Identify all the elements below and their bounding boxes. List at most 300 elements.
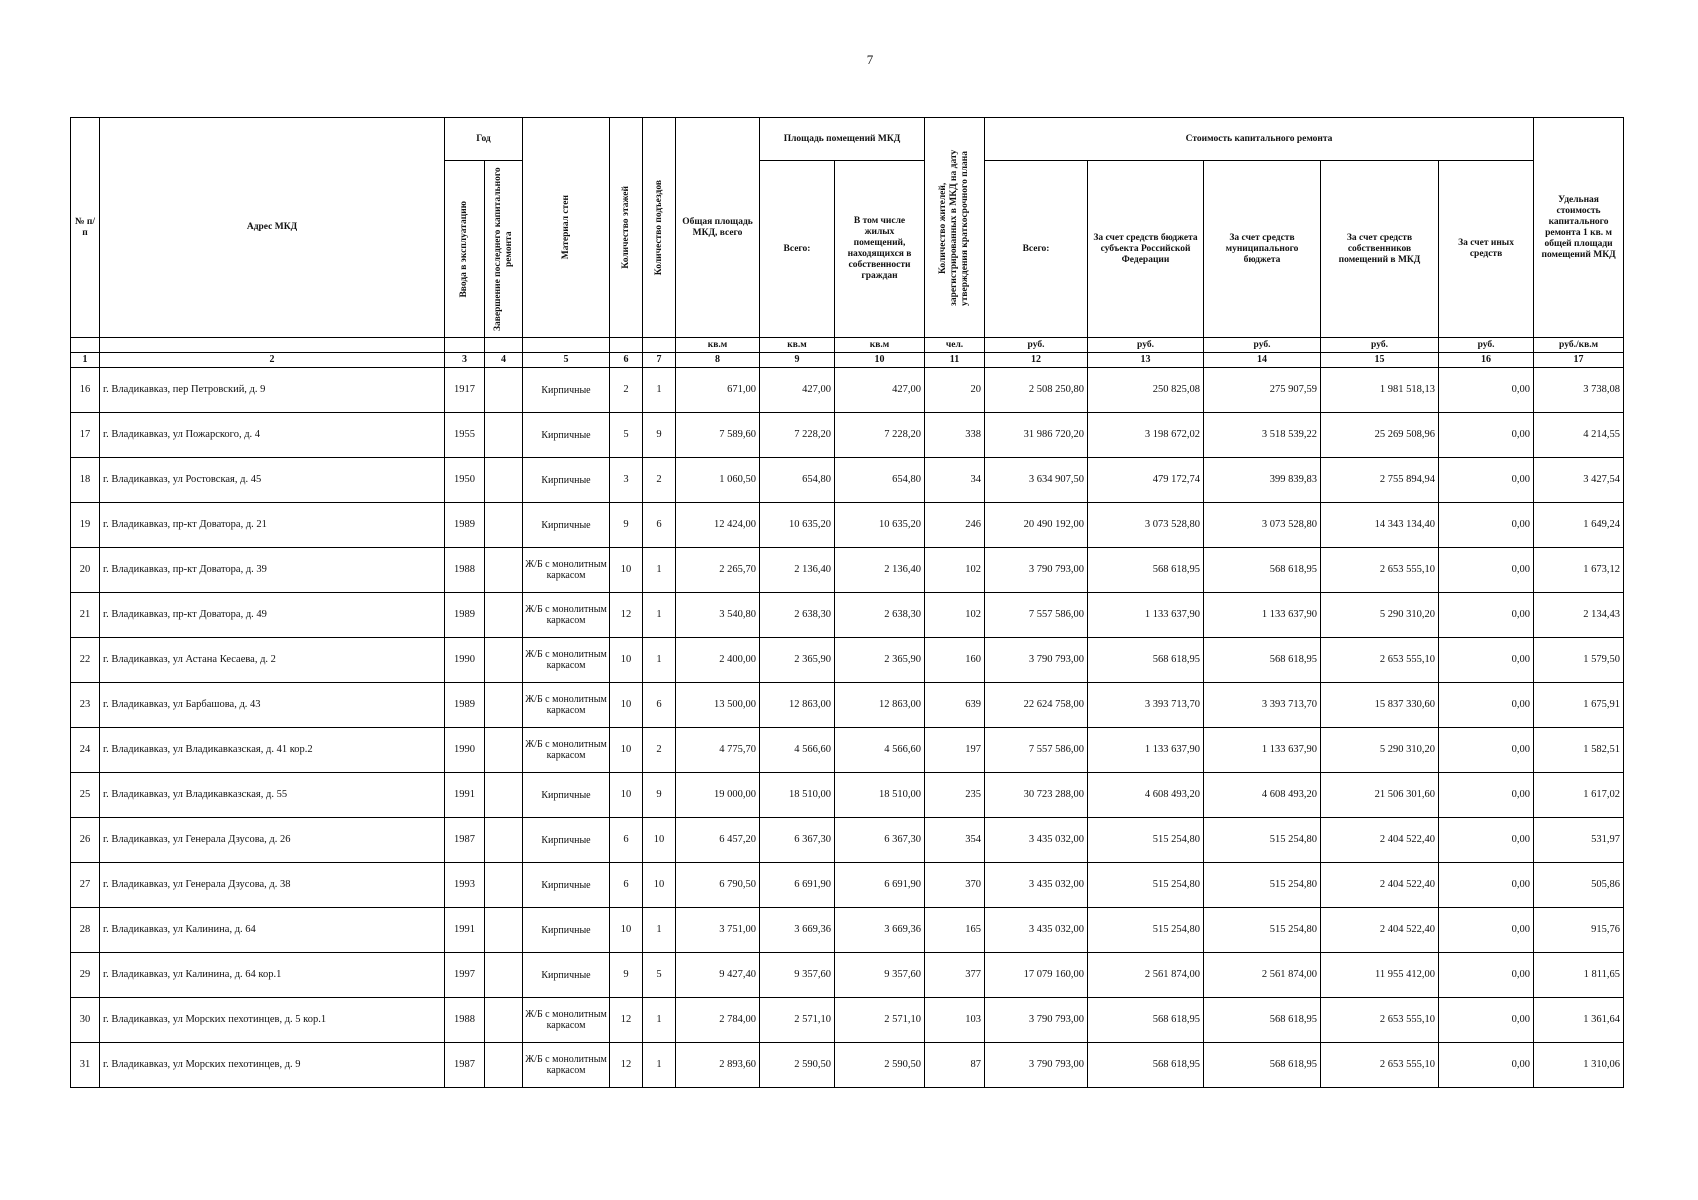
floors-cell: 10: [610, 728, 643, 773]
cost-municipal-cell: 4 608 493,20: [1204, 773, 1321, 818]
cost-owners-cell: 2 404 522,40: [1321, 818, 1439, 863]
cost-region-cell: 515 254,80: [1088, 863, 1204, 908]
cost-owners-cell: 1 981 518,13: [1321, 368, 1439, 413]
cost-total-cell: 30 723 288,00: [985, 773, 1088, 818]
commission-year-cell: 1997: [445, 953, 485, 998]
total-area-cell: 2 400,00: [676, 638, 760, 683]
column-number: 13: [1088, 353, 1204, 368]
header-entrances: Количество подъездов: [643, 118, 676, 338]
area-private-cell: 3 669,36: [835, 908, 925, 953]
wall-material-cell: Ж/Б с монолитным каркасом: [523, 998, 610, 1043]
cost-owners-cell: 2 755 894,94: [1321, 458, 1439, 503]
cost-municipal-cell: 568 618,95: [1204, 638, 1321, 683]
entrances-cell: 6: [643, 503, 676, 548]
header-area-private: В том числе жилых помещений, находящихся в собственности граждан: [835, 161, 925, 338]
area-private-cell: 6 691,90: [835, 863, 925, 908]
column-number: 6: [610, 353, 643, 368]
floors-cell: 3: [610, 458, 643, 503]
column-number: 2: [100, 353, 445, 368]
area-private-cell: 2 638,30: [835, 593, 925, 638]
table-row: [71, 953, 1624, 998]
unit-cost-cell: 915,76: [1534, 908, 1624, 953]
entrances-cell: 10: [643, 863, 676, 908]
area-total-cell: 4 566,60: [760, 728, 835, 773]
header-cost-total: Всего:: [985, 161, 1088, 338]
unit-unit-cost: руб./кв.м: [1534, 338, 1624, 353]
last-repair-cell: [485, 998, 523, 1043]
residents-cell: 87: [925, 1043, 985, 1088]
cost-other-cell: 0,00: [1439, 458, 1534, 503]
entrances-cell: 1: [643, 908, 676, 953]
cost-region-cell: 1 133 637,90: [1088, 593, 1204, 638]
entrances-cell: 1: [643, 638, 676, 683]
wall-material-cell: Ж/Б с монолитным каркасом: [523, 548, 610, 593]
header-unit-cost: Удельная стоимость капитального ремонта 1 кв. м общей площади помещений МКД: [1534, 118, 1624, 338]
residents-cell: 338: [925, 413, 985, 458]
commission-year-cell: 1990: [445, 638, 485, 683]
address-cell: г. Владикавказ, ул Генерала Дзусова, д. 26: [100, 818, 445, 863]
column-number: 16: [1439, 353, 1534, 368]
address-cell: г. Владикавказ, ул Астана Кесаева, д. 2: [100, 638, 445, 683]
cost-region-cell: 3 198 672,02: [1088, 413, 1204, 458]
residents-cell: 160: [925, 638, 985, 683]
total-area-cell: 2 265,70: [676, 548, 760, 593]
commission-year-cell: 1993: [445, 863, 485, 908]
cost-total-cell: 3 435 032,00: [985, 818, 1088, 863]
unit-cost-cell: 2 134,43: [1534, 593, 1624, 638]
table-row: [71, 413, 1624, 458]
floors-cell: 10: [610, 638, 643, 683]
cost-owners-cell: 5 290 310,20: [1321, 593, 1439, 638]
cost-other-cell: 0,00: [1439, 413, 1534, 458]
floors-cell: 9: [610, 953, 643, 998]
cost-other-cell: 0,00: [1439, 953, 1534, 998]
wall-material-cell: Кирпичные: [523, 458, 610, 503]
area-total-cell: 2 590,50: [760, 1043, 835, 1088]
commission-year-cell: 1988: [445, 998, 485, 1043]
cost-other-cell: 0,00: [1439, 863, 1534, 908]
last-repair-cell: [485, 683, 523, 728]
wall-material-cell: Ж/Б с монолитным каркасом: [523, 638, 610, 683]
floors-cell: 10: [610, 908, 643, 953]
commission-year-cell: 1950: [445, 458, 485, 503]
unit-cost-cell: 1 361,64: [1534, 998, 1624, 1043]
column-number: 1: [71, 353, 100, 368]
commission-year-cell: 1987: [445, 818, 485, 863]
cost-other-cell: 0,00: [1439, 503, 1534, 548]
unit-cost-cell: 1 811,65: [1534, 953, 1624, 998]
total-area-cell: 2 784,00: [676, 998, 760, 1043]
row-number: 16: [71, 368, 100, 413]
floors-cell: 6: [610, 863, 643, 908]
row-number: 26: [71, 818, 100, 863]
address-cell: г. Владикавказ, ул Владикавказская, д. 55: [100, 773, 445, 818]
column-number: 7: [643, 353, 676, 368]
cost-other-cell: 0,00: [1439, 1043, 1534, 1088]
last-repair-cell: [485, 728, 523, 773]
residents-cell: 246: [925, 503, 985, 548]
entrances-cell: 9: [643, 773, 676, 818]
cost-total-cell: 17 079 160,00: [985, 953, 1088, 998]
entrances-cell: 1: [643, 593, 676, 638]
cost-owners-cell: 5 290 310,20: [1321, 728, 1439, 773]
wall-material-cell: Кирпичные: [523, 953, 610, 998]
commission-year-cell: 1989: [445, 503, 485, 548]
table-row: [71, 863, 1624, 908]
unit-cost-cell: 4 214,55: [1534, 413, 1624, 458]
cost-other-cell: 0,00: [1439, 683, 1534, 728]
entrances-cell: 1: [643, 1043, 676, 1088]
last-repair-cell: [485, 368, 523, 413]
wall-material-cell: Кирпичные: [523, 863, 610, 908]
cost-total-cell: 7 557 586,00: [985, 593, 1088, 638]
cost-owners-cell: 2 404 522,40: [1321, 908, 1439, 953]
cost-municipal-cell: 275 907,59: [1204, 368, 1321, 413]
row-number: 24: [71, 728, 100, 773]
unit-cost-municipal: руб.: [1204, 338, 1321, 353]
floors-cell: 10: [610, 548, 643, 593]
cost-owners-cell: 14 343 134,40: [1321, 503, 1439, 548]
header-cost-other: За счет иных средств: [1439, 161, 1534, 338]
unit-cost-cell: 1 649,24: [1534, 503, 1624, 548]
last-repair-cell: [485, 638, 523, 683]
address-cell: г. Владикавказ, ул Генерала Дзусова, д. 38: [100, 863, 445, 908]
table-row: [71, 818, 1624, 863]
area-private-cell: 2 590,50: [835, 1043, 925, 1088]
area-total-cell: 12 863,00: [760, 683, 835, 728]
area-total-cell: 18 510,00: [760, 773, 835, 818]
total-area-cell: 13 500,00: [676, 683, 760, 728]
unit-residents: чел.: [925, 338, 985, 353]
cost-owners-cell: 2 653 555,10: [1321, 998, 1439, 1043]
page-number: 7: [866, 52, 874, 67]
last-repair-cell: [485, 413, 523, 458]
area-private-cell: 9 357,60: [835, 953, 925, 998]
cost-owners-cell: 2 653 555,10: [1321, 1043, 1439, 1088]
total-area-cell: 6 790,50: [676, 863, 760, 908]
area-total-cell: 2 571,10: [760, 998, 835, 1043]
cost-other-cell: 0,00: [1439, 728, 1534, 773]
entrances-cell: 2: [643, 458, 676, 503]
cost-total-cell: 3 435 032,00: [985, 908, 1088, 953]
address-cell: г. Владикавказ, ул Морских пехотинцев, д. 9: [100, 1043, 445, 1088]
total-area-cell: 3 751,00: [676, 908, 760, 953]
cost-municipal-cell: 515 254,80: [1204, 818, 1321, 863]
unit-area-total: кв.м: [760, 338, 835, 353]
commission-year-cell: 1917: [445, 368, 485, 413]
last-repair-cell: [485, 953, 523, 998]
cost-municipal-cell: 3 393 713,70: [1204, 683, 1321, 728]
unit-cost-cell: 505,86: [1534, 863, 1624, 908]
row-number: 17: [71, 413, 100, 458]
last-repair-cell: [485, 773, 523, 818]
unit-cost-cell: 1 582,51: [1534, 728, 1624, 773]
cost-other-cell: 0,00: [1439, 908, 1534, 953]
table-row: [71, 503, 1624, 548]
commission-year-cell: 1988: [445, 548, 485, 593]
address-cell: г. Владикавказ, ул Калинина, д. 64: [100, 908, 445, 953]
header-floors: Количество этажей: [610, 118, 643, 338]
address-cell: г. Владикавказ, ул Владикавказская, д. 41 кор.2: [100, 728, 445, 773]
area-private-cell: 4 566,60: [835, 728, 925, 773]
floors-cell: 10: [610, 683, 643, 728]
commission-year-cell: 1991: [445, 908, 485, 953]
row-number: 27: [71, 863, 100, 908]
area-private-cell: 654,80: [835, 458, 925, 503]
area-private-cell: 18 510,00: [835, 773, 925, 818]
last-repair-cell: [485, 593, 523, 638]
column-number: 9: [760, 353, 835, 368]
residents-cell: 165: [925, 908, 985, 953]
entrances-cell: 10: [643, 818, 676, 863]
cost-total-cell: 3 435 032,00: [985, 863, 1088, 908]
floors-cell: 2: [610, 368, 643, 413]
table-row: [71, 728, 1624, 773]
cost-municipal-cell: 568 618,95: [1204, 1043, 1321, 1088]
area-private-cell: 2 571,10: [835, 998, 925, 1043]
column-number: 11: [925, 353, 985, 368]
cost-owners-cell: 2 404 522,40: [1321, 863, 1439, 908]
header-cost-region: За счет средств бюджета субъекта Российской Федерации: [1088, 161, 1204, 338]
header-cost-group: Стоимость капитального ремонта: [985, 118, 1534, 161]
table-row: [71, 998, 1624, 1043]
entrances-cell: 6: [643, 683, 676, 728]
cost-region-cell: 1 133 637,90: [1088, 728, 1204, 773]
cost-region-cell: 2 561 874,00: [1088, 953, 1204, 998]
cost-owners-cell: 21 506 301,60: [1321, 773, 1439, 818]
cost-other-cell: 0,00: [1439, 638, 1534, 683]
cost-other-cell: 0,00: [1439, 998, 1534, 1043]
table-row: [71, 683, 1624, 728]
unit-cost-cell: 3 738,08: [1534, 368, 1624, 413]
total-area-cell: 7 589,60: [676, 413, 760, 458]
wall-material-cell: Кирпичные: [523, 818, 610, 863]
total-area-cell: 19 000,00: [676, 773, 760, 818]
cost-municipal-cell: 515 254,80: [1204, 863, 1321, 908]
cost-total-cell: 20 490 192,00: [985, 503, 1088, 548]
entrances-cell: 9: [643, 413, 676, 458]
row-number: 28: [71, 908, 100, 953]
unit-cost-cell: 3 427,54: [1534, 458, 1624, 503]
cost-owners-cell: 15 837 330,60: [1321, 683, 1439, 728]
table-row: [71, 458, 1624, 503]
wall-material-cell: Кирпичные: [523, 413, 610, 458]
area-private-cell: 10 635,20: [835, 503, 925, 548]
last-repair-cell: [485, 548, 523, 593]
cost-total-cell: 3 790 793,00: [985, 998, 1088, 1043]
units-row: [71, 338, 1624, 353]
table-row: [71, 593, 1624, 638]
header-year-commission: Ввода в эксплуатацию: [445, 161, 485, 338]
commission-year-cell: 1991: [445, 773, 485, 818]
cost-region-cell: 515 254,80: [1088, 908, 1204, 953]
column-number: 4: [485, 353, 523, 368]
address-cell: г. Владикавказ, пр-кт Доватора, д. 49: [100, 593, 445, 638]
entrances-cell: 2: [643, 728, 676, 773]
column-number: 3: [445, 353, 485, 368]
cost-total-cell: 3 790 793,00: [985, 1043, 1088, 1088]
cost-region-cell: 250 825,08: [1088, 368, 1204, 413]
residents-cell: 377: [925, 953, 985, 998]
address-cell: г. Владикавказ, пр-кт Доватора, д. 21: [100, 503, 445, 548]
cost-municipal-cell: 3 073 528,80: [1204, 503, 1321, 548]
floors-cell: 5: [610, 413, 643, 458]
area-total-cell: 10 635,20: [760, 503, 835, 548]
residents-cell: 103: [925, 998, 985, 1043]
cost-total-cell: 2 508 250,80: [985, 368, 1088, 413]
row-number: 30: [71, 998, 100, 1043]
column-number: 14: [1204, 353, 1321, 368]
area-total-cell: 3 669,36: [760, 908, 835, 953]
row-number: 21: [71, 593, 100, 638]
wall-material-cell: Ж/Б с монолитным каркасом: [523, 683, 610, 728]
last-repair-cell: [485, 458, 523, 503]
address-cell: г. Владикавказ, ул Пожарского, д. 4: [100, 413, 445, 458]
area-total-cell: 2 638,30: [760, 593, 835, 638]
column-number: 8: [676, 353, 760, 368]
wall-material-cell: Ж/Б с монолитным каркасом: [523, 1043, 610, 1088]
cost-region-cell: 568 618,95: [1088, 638, 1204, 683]
header-residents: Количество жителей, зарегистрированных в МКД на дату утверждения краткосрочного плана: [925, 118, 985, 338]
entrances-cell: 1: [643, 368, 676, 413]
column-numbers-row: [71, 353, 1624, 368]
cost-municipal-cell: 568 618,95: [1204, 548, 1321, 593]
address-cell: г. Владикавказ, ул Ростовская, д. 45: [100, 458, 445, 503]
cost-other-cell: 0,00: [1439, 818, 1534, 863]
floors-cell: 12: [610, 998, 643, 1043]
table-row: [71, 908, 1624, 953]
cost-municipal-cell: 568 618,95: [1204, 998, 1321, 1043]
wall-material-cell: Кирпичные: [523, 773, 610, 818]
area-total-cell: 427,00: [760, 368, 835, 413]
floors-cell: 10: [610, 773, 643, 818]
total-area-cell: 2 893,60: [676, 1043, 760, 1088]
table-row: [71, 548, 1624, 593]
total-area-cell: 4 775,70: [676, 728, 760, 773]
residents-cell: 354: [925, 818, 985, 863]
unit-cost-cell: 531,97: [1534, 818, 1624, 863]
total-area-cell: 9 427,40: [676, 953, 760, 998]
cost-total-cell: 31 986 720,20: [985, 413, 1088, 458]
cost-total-cell: 3 634 907,50: [985, 458, 1088, 503]
row-number: 18: [71, 458, 100, 503]
column-number: 17: [1534, 353, 1624, 368]
residents-cell: 34: [925, 458, 985, 503]
address-cell: г. Владикавказ, ул Калинина, д. 64 кор.1: [100, 953, 445, 998]
commission-year-cell: 1955: [445, 413, 485, 458]
unit-cost-cell: 1 310,06: [1534, 1043, 1624, 1088]
header-address: Адрес МКД: [100, 118, 445, 338]
cost-owners-cell: 2 653 555,10: [1321, 638, 1439, 683]
residents-cell: 20: [925, 368, 985, 413]
header-year-group: Год: [445, 118, 523, 161]
residents-cell: 370: [925, 863, 985, 908]
commission-year-cell: 1990: [445, 728, 485, 773]
area-private-cell: 2 136,40: [835, 548, 925, 593]
cost-total-cell: 3 790 793,00: [985, 548, 1088, 593]
table-row: [71, 638, 1624, 683]
area-total-cell: 9 357,60: [760, 953, 835, 998]
entrances-cell: 5: [643, 953, 676, 998]
area-private-cell: 6 367,30: [835, 818, 925, 863]
row-number: 23: [71, 683, 100, 728]
address-cell: г. Владикавказ, ул Морских пехотинцев, д. 5 кор.1: [100, 998, 445, 1043]
area-total-cell: 7 228,20: [760, 413, 835, 458]
area-total-cell: 6 691,90: [760, 863, 835, 908]
area-private-cell: 7 228,20: [835, 413, 925, 458]
wall-material-cell: Кирпичные: [523, 368, 610, 413]
floors-cell: 6: [610, 818, 643, 863]
cost-region-cell: 568 618,95: [1088, 548, 1204, 593]
commission-year-cell: 1989: [445, 593, 485, 638]
capital-repair-table: [70, 117, 1624, 1088]
table-row: [71, 773, 1624, 818]
cost-total-cell: 3 790 793,00: [985, 638, 1088, 683]
last-repair-cell: [485, 863, 523, 908]
residents-cell: 102: [925, 593, 985, 638]
header-year-last-repair: Завершение последнего капитального ремонта: [485, 161, 523, 338]
column-number: 5: [523, 353, 610, 368]
wall-material-cell: Ж/Б с монолитным каркасом: [523, 593, 610, 638]
cost-municipal-cell: 399 839,83: [1204, 458, 1321, 503]
commission-year-cell: 1989: [445, 683, 485, 728]
unit-area-private: кв.м: [835, 338, 925, 353]
area-private-cell: 2 365,90: [835, 638, 925, 683]
total-area-cell: 1 060,50: [676, 458, 760, 503]
header-wall-material: Материал стен: [523, 118, 610, 338]
address-cell: г. Владикавказ, пр-кт Доватора, д. 39: [100, 548, 445, 593]
address-cell: г. Владикавказ, пер Петровский, д. 9: [100, 368, 445, 413]
cost-municipal-cell: 1 133 637,90: [1204, 593, 1321, 638]
wall-material-cell: Ж/Б с монолитным каркасом: [523, 728, 610, 773]
area-private-cell: 427,00: [835, 368, 925, 413]
cost-owners-cell: 25 269 508,96: [1321, 413, 1439, 458]
table-row: [71, 368, 1624, 413]
total-area-cell: 6 457,20: [676, 818, 760, 863]
header-cost-owners: За счет средств собственников помещений в МКД: [1321, 161, 1439, 338]
header-area-total: Всего:: [760, 161, 835, 338]
unit-cost-cell: 1 617,02: [1534, 773, 1624, 818]
residents-cell: 102: [925, 548, 985, 593]
cost-municipal-cell: 2 561 874,00: [1204, 953, 1321, 998]
cost-owners-cell: 11 955 412,00: [1321, 953, 1439, 998]
column-number: 10: [835, 353, 925, 368]
area-private-cell: 12 863,00: [835, 683, 925, 728]
residents-cell: 639: [925, 683, 985, 728]
unit-cost-cell: 1 579,50: [1534, 638, 1624, 683]
floors-cell: 9: [610, 503, 643, 548]
cost-other-cell: 0,00: [1439, 773, 1534, 818]
entrances-cell: 1: [643, 548, 676, 593]
row-number: 31: [71, 1043, 100, 1088]
unit-cost-total: руб.: [985, 338, 1088, 353]
floors-cell: 12: [610, 1043, 643, 1088]
cost-region-cell: 515 254,80: [1088, 818, 1204, 863]
residents-cell: 197: [925, 728, 985, 773]
floors-cell: 12: [610, 593, 643, 638]
area-total-cell: 2 365,90: [760, 638, 835, 683]
cost-region-cell: 4 608 493,20: [1088, 773, 1204, 818]
table-row: [71, 1043, 1624, 1088]
cost-region-cell: 568 618,95: [1088, 998, 1204, 1043]
cost-owners-cell: 2 653 555,10: [1321, 548, 1439, 593]
unit-cost-cell: 1 673,12: [1534, 548, 1624, 593]
area-total-cell: 2 136,40: [760, 548, 835, 593]
cost-municipal-cell: 1 133 637,90: [1204, 728, 1321, 773]
cost-region-cell: 568 618,95: [1088, 1043, 1204, 1088]
wall-material-cell: Кирпичные: [523, 908, 610, 953]
row-number: 25: [71, 773, 100, 818]
